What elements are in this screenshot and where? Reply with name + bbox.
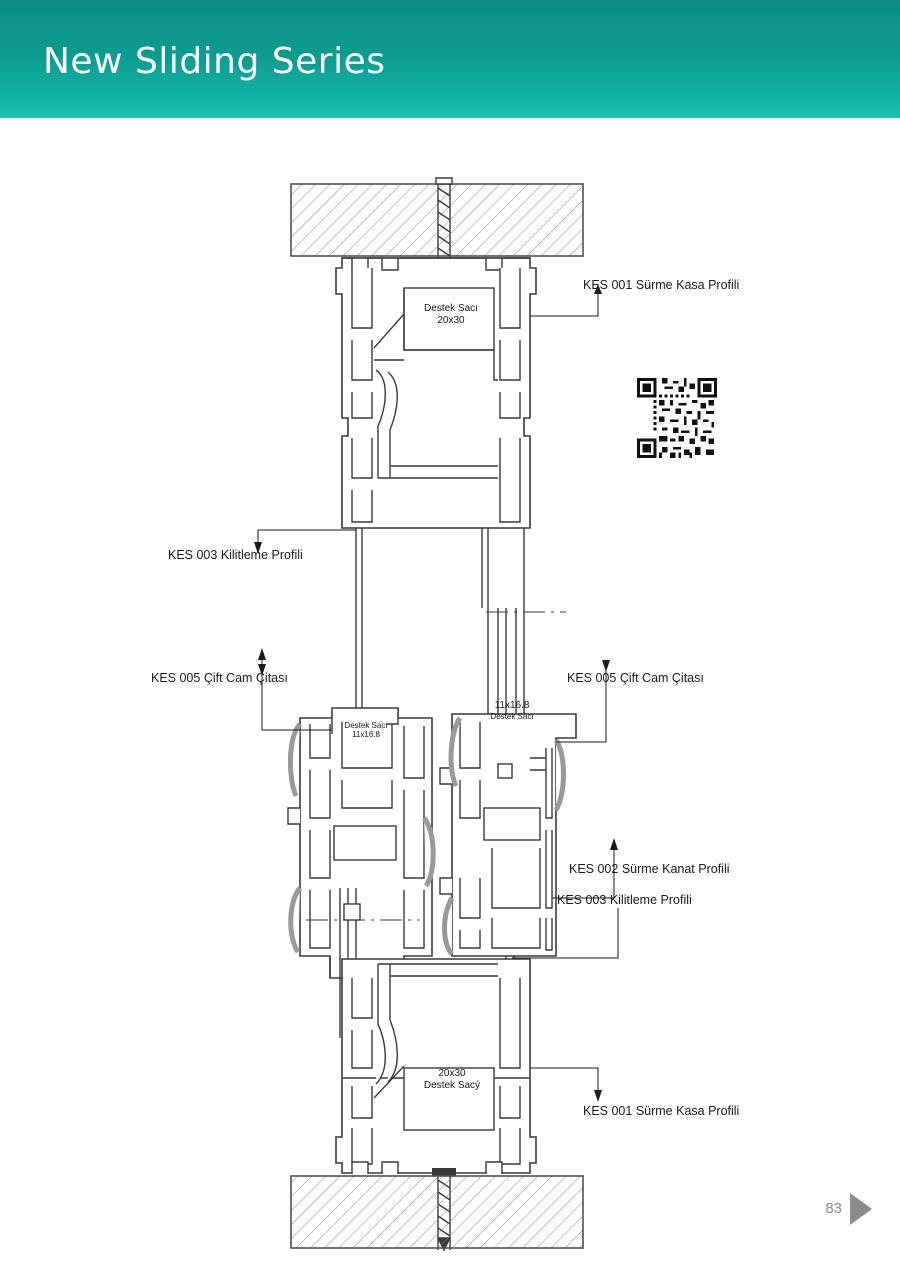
callout-kes001-bottom: KES 001 Sürme Kasa Profili bbox=[583, 1104, 740, 1118]
diagram-canvas bbox=[0, 118, 900, 1273]
qr-code[interactable] bbox=[637, 378, 717, 458]
profile-kes001-bottom bbox=[336, 959, 536, 1174]
inline-label-destek-saci-top: Destek Sacı 20x30 bbox=[424, 303, 478, 326]
callout-kes002-bottom: KES 002 Sürme Kanat Profili bbox=[569, 862, 730, 876]
inline-label-destek-saci-bottom: 20x30 Destek Sacý bbox=[423, 1068, 481, 1091]
qr-code-icon bbox=[637, 378, 717, 458]
callout-kes001-top: KES 001 Sürme Kasa Profili bbox=[583, 278, 740, 292]
page-number: 83 bbox=[825, 1200, 842, 1217]
next-page-arrow-icon[interactable] bbox=[850, 1193, 872, 1225]
callout-kes003-top: KES 003 Kilitleme Profili bbox=[168, 548, 303, 562]
inline-label-destek-saci-left: Destek Sacı 11x16.8 bbox=[344, 721, 388, 740]
profile-sash-right bbox=[440, 714, 576, 956]
sliding-window-profile-cross-section bbox=[0, 118, 900, 1273]
callout-kes005-right: KES 005 Çift Cam Çitası bbox=[567, 671, 704, 685]
page-title: New Sliding Series bbox=[43, 41, 386, 82]
wall-bottom bbox=[291, 1176, 583, 1248]
profile-kes001-top bbox=[336, 258, 536, 528]
callout-kes003-bottom: KES 003 Kilitleme Profili bbox=[557, 893, 692, 907]
callout-kes005-left: KES 005 Çift Cam Çitası bbox=[151, 671, 288, 685]
wall-top bbox=[291, 184, 583, 256]
profile-sash-left bbox=[288, 708, 433, 978]
page-header bbox=[0, 0, 900, 118]
inline-label-destek-saci-right: 11x16.8 Destek Sacı bbox=[490, 700, 534, 721]
